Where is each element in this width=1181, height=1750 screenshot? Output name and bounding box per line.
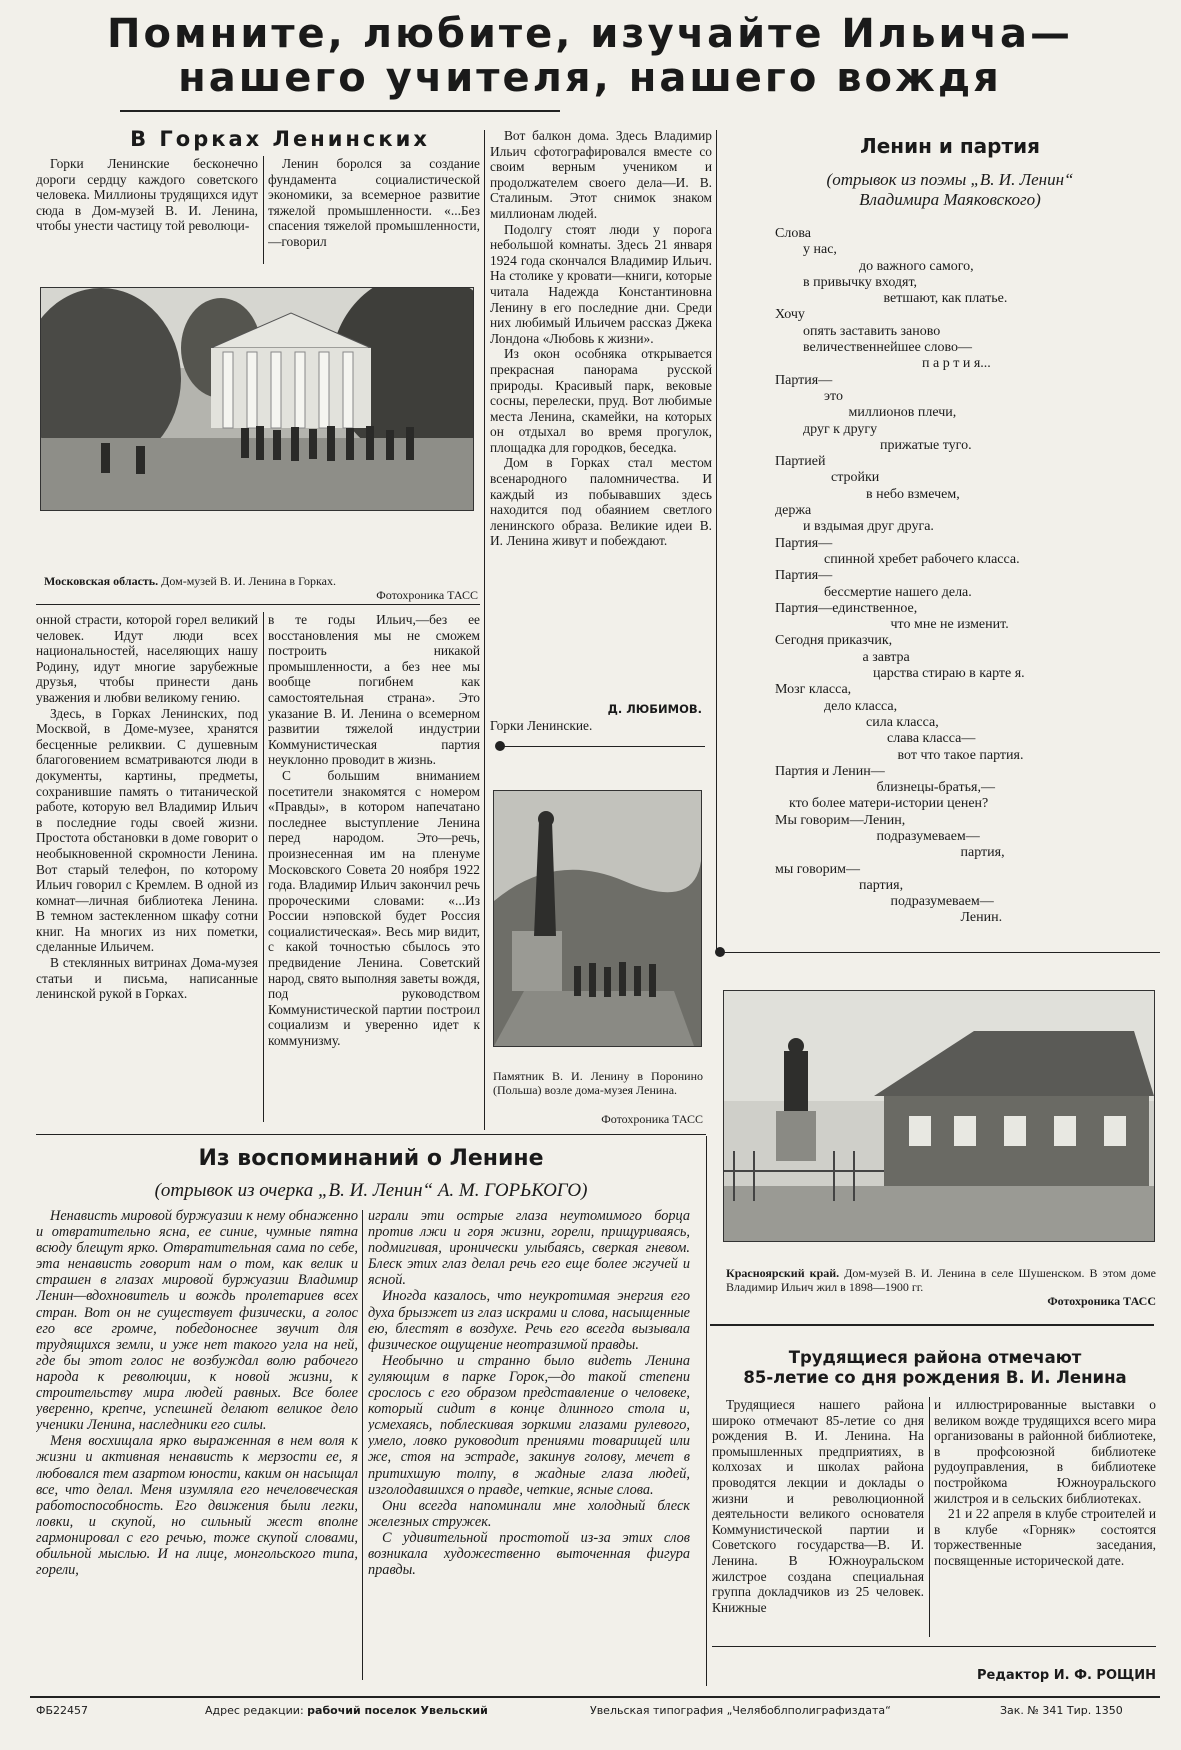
district-col1-text: Трудящиеся нашего района широко отмечают 85-летие со дня рождения В. И. Ленина. На промышленных предприятиях, в колхозах и школах района проводятся лекции и доклады о жизни и революционной деятельности великого основателя Коммунистической партии и Советского государства—В. И. Ленина. В Южноуральском жилстрое создана специальная группа докладчиков из 25 человек. Книжные	[712, 1397, 924, 1615]
col-divider	[716, 130, 717, 950]
gorki-col3-p4: Дом в Горках стал местом всенародного паломничества. И каждый из побывавших здесь находится под обаянием светлого ленинского образа. Великие идеи В. И. Ленина живут и побеждают.	[490, 455, 712, 549]
footer-code: ФБ22457	[36, 1704, 89, 1717]
main-headline	[40, 12, 1140, 100]
shushenskoe-caption	[726, 1266, 1156, 1294]
district-col2-p2: 21 и 22 апреля в клубе строителей и в клубе «Горняк» состоятся торжественные заседания, посвященные исторической дате.	[934, 1506, 1156, 1568]
gorky-title: Из воспоминаний о Ленине	[198, 1146, 544, 1171]
poem-line: Мозг класса,	[775, 682, 852, 698]
monument-illustration	[494, 791, 701, 1046]
poem-line: опять заставить заново	[775, 323, 941, 339]
section-rule	[712, 1646, 1156, 1647]
gorki-col1-top	[36, 156, 258, 264]
poem-line: Ленин.	[775, 910, 1003, 926]
poem-line: стройки	[775, 470, 880, 486]
district-col2	[934, 1397, 1156, 1637]
shushenskoe-caption-region: Красноярский край.	[726, 1266, 840, 1280]
poem-line: мы говорим—	[775, 861, 861, 877]
gorki-col2-top-text: Ленин боролся за создание фундамента социалистической экономики, за всемерное развитие тяжелой промышленности. «...Без спасения тяжелой промышленности,—говорил	[268, 156, 480, 249]
gorki-col1-bottom-p3: В стеклянных витринах Дома-музея статьи и письма, написанные ленинской рукой в Горках.	[36, 955, 258, 1002]
section-rule	[36, 1134, 706, 1135]
footer-order: Зак. № 341 Тир. 1350	[1000, 1704, 1123, 1717]
poem-line: партия,	[775, 877, 904, 893]
section-rule	[36, 604, 480, 605]
footer-rule	[30, 1696, 1160, 1698]
poem-line: миллионов плечи,	[775, 405, 957, 421]
gorki-col3-p2: Подолгу стоят люди у порога небольшой комнаты. Здесь 21 января 1924 года скончался Владимир Ильич. На столике у кровати—книги, которые читала Надежда Константиновна Ленину в его последние дни. Среди них любимый Ильичем рассказ Джека Лондона «Любовь к жизни».	[490, 221, 712, 346]
district-title-line1: Трудящиеся района отмечают	[788, 1348, 1082, 1367]
poem-line: сила класса,	[775, 714, 939, 730]
gorki-col3-p1: Вот балкон дома. Здесь Владимир Ильич сфотографировался вместе со своим верным учеником и продолжателем своего дела—И. В. Сталиным. Этот снимок знаком миллионам людей.	[490, 128, 712, 221]
gorky-col2-p3: Необычно и странно было видеть Ленина гуляющим в парке Горок,—до такой степени срослось с его образом представление о человеке, который сидит в конце длинного стола и, усмехаясь, поблескивая зоркими глазами рулевого, умело, ловко руководит прениями товарищей или же, стоя на эстраде, закинув голову, мечет в притихшую толпу, в жадные глаза людей, изголодавшихся о правде, четкие, ясные слова.	[368, 1352, 690, 1498]
poem-line: у нас,	[775, 242, 837, 258]
poem-line: бессмертие нашего дела.	[775, 584, 972, 600]
shushenskoe-credit: Фотохроника ТАСС	[1047, 1294, 1156, 1308]
gorki-caption-text: Дом-музей В. И. Ленина в Горках.	[161, 574, 336, 588]
district-col1	[712, 1397, 924, 1637]
poem-line: слава класса—	[775, 731, 976, 747]
poem-line: друг к другу	[775, 421, 878, 437]
gorky-col2-p2: Иногда казалось, что неукротимая энергия его духа брызжет из глаз искрами и слова, насыщенные ею, блестят в воздухе. Речь его всегда вызывала физическое ощущение неотразимой правды.	[368, 1288, 690, 1353]
col-divider	[484, 130, 485, 1130]
gorki-caption-region: Московская область.	[44, 574, 159, 588]
gorki-col1-bottom-p1: онной страсти, которой горел великий человек. Идут люди всех национальностей, населяющих нашу Родину, идут многие зарубежные друзья, чтобы принести дань уважения и любви великому гению.	[36, 612, 258, 705]
col-divider	[929, 1397, 930, 1637]
poem-line: а завтра	[775, 649, 910, 665]
footer-address-value: рабочий поселок Увельский	[307, 1704, 488, 1717]
poem-line: царства стираю в карте я.	[775, 666, 1025, 682]
poem-line: прижатые туго.	[775, 437, 972, 453]
monument-credit: Фотохроника ТАСС	[601, 1112, 703, 1126]
poem-line: до важного самого,	[775, 258, 974, 274]
poem-line: дело класса,	[775, 698, 898, 714]
poem-line: Партией	[775, 454, 826, 470]
monument-photo	[493, 790, 702, 1047]
gorki-place: Горки Ленинские.	[490, 718, 593, 733]
poem-line: вот что такое партия.	[775, 747, 1024, 763]
gorky-col1	[36, 1208, 358, 1682]
headline-rule	[120, 110, 560, 112]
gorky-subtitle: (отрывок из очерка „В. И. Ленин“ А. М. ГОРЬКОГО)	[154, 1180, 588, 1201]
gorki-col2-bottom-p2: С большим вниманием посетители знакомятся с номером «Правды», в котором напечатано последнее выступление Ленина перед народом. Это—речь, произнесенная им на пленуме Московского Совета 20 ноября 1922 года. Владимир Ильич закончил речь пророческими словами: «...Из России нэповской будет Россия социалистическая». Весь мир видит, с какой точностью сбылось это предвидение Ленина. Советский народ, свято выполняя заветы вождя, под руководством Коммунистической партии построил социализм и уверенно идет к коммунизму.	[268, 767, 480, 1049]
gorki-col3-p3: Из окон особняка открывается прекрасная панорама русской природы. Красивый парк, вековые сосны, перелески, пруд. Вот любимые места Ленина, скамейки, на которых он отдыхал во время прогулок, площадка для городков, беседка.	[490, 346, 712, 455]
gorki-author: Д. ЛЮБИМОВ.	[607, 702, 702, 716]
gorky-col2	[368, 1208, 690, 1682]
monument-caption: Памятник В. И. Ленину в Поронино (Польша) возле дома-музея Ленина.	[493, 1069, 703, 1097]
col-divider	[263, 156, 264, 264]
shushenskoe-illustration	[724, 991, 1154, 1241]
poem-line: ветшают, как платье.	[775, 291, 1008, 307]
district-title-line2: 85-летие со дня рождения В. И. Ленина	[743, 1368, 1127, 1387]
section-rule	[710, 1324, 1154, 1326]
gorki-house-photo	[40, 287, 474, 511]
gorki-col2-bottom-p1: в те годы Ильич,—без ее восстановления мы не сможем построить никакой промышленности, а без нее мы вообще погибнем как самостоятельная страна». Это указание В. И. Ленина о всемерном развитии тяжелой индустрии Коммунистическая партия неуклонно проводит в жизнь.	[268, 612, 480, 768]
editor-credit: Редактор И. Ф. РОЩИН	[976, 1668, 1156, 1683]
poem-line: это	[775, 388, 843, 404]
poem-line: Мы говорим—Ленин,	[775, 812, 906, 828]
gorki-photo-caption	[44, 574, 476, 588]
gorki-title: В Горках Ленинских	[130, 127, 430, 151]
poem-line: в небо взмечем,	[775, 486, 960, 502]
headline-line-2: нашего учителя, нашего вождя	[178, 55, 1002, 101]
shushenskoe-caption-text: Дом-музей В. И. Ленина в селе Шушенском. В этом доме Владимир Ильич жил в 1898—1900 гг.	[726, 1266, 1157, 1294]
footer-printer: Увельская типография „Челябоблполиграфиздата“	[590, 1704, 891, 1717]
gorki-col2-bottom	[268, 612, 480, 1126]
district-col2-p1: и иллюстрированные выставки о великом вожде трудящихся всего мира организованы в районной библиотеке, в профсоюзной библиотеке рудоуправления, в библиотеке постройкома Южноуральского жилстроя и в сельских библиотеках.	[934, 1397, 1156, 1506]
district-title	[710, 1348, 1160, 1388]
poem-title: Ленин и партия	[860, 134, 1040, 158]
gorki-col1-top-text: Горки Ленинские бесконечно дороги сердцу каждого советского человека. Миллионы трудящихся идут сюда в Дом-музей В. И. Ленина, чтобы унести частицу той революци-	[36, 156, 258, 234]
bullet-ornament	[495, 741, 505, 751]
col-divider	[362, 1210, 363, 1680]
col-divider	[263, 612, 264, 1122]
gorki-col1-bottom-p2: Здесь, в Горках Ленинских, под Москвой, в Доме-музее, хранятся бесценные реликвии. С душевным благоговением всматриваются люди в документы, картины, предметы, сохранившие память о титанической работе, которую вел Владимир Ильич в последние годы своей жизни. Простота обстановки в доме говорит о необыкновенной скромности Ленина. Вот старый телефон, по которому Ильич говорил с Кремлем. В одной из комнат—личная библиотека Ленина. В темном застекленном шкафу сотни книг. На многих из них пометки, сделанные Ильичем.	[36, 705, 258, 955]
gorky-col2-p5: С удивительной простотой из-за этих слов возникала художественно выточенная фигура правды.	[368, 1529, 690, 1579]
footer-address-label: Адрес редакции:	[205, 1704, 304, 1717]
poem-line: кто более матери-истории ценен?	[775, 796, 989, 812]
gorky-col1-p1: Ненависть мировой буржуазии к нему обнаженно и отвратительно ясна, ее синие, чумные пятна всюду блещут ярко. Отвратительная сама по себе, эта ненависть говорит нам о том, как велик и страшен в глазах мировой буржуазии Владимир Ленин—вдохновитель и вождь пролетариев всех стран. Вот он не существует физически, а голос его все громче, победоноснее звучит для трудящихся земли, и уже нет такого угла на ней, где бы этот голос не возбуждал волю рабочего народа к революции, к новой жизни, к строительству мира людей равных. Все более уверенно, крепче, успешней делают великое дело ученики Ленина, наследники его силы.	[36, 1208, 358, 1434]
poem-subtitle	[740, 170, 1160, 210]
poem-line: близнецы-братья,—	[775, 780, 995, 796]
poem-line: Партия—	[775, 535, 833, 551]
bullet-ornament	[715, 947, 725, 957]
section-rule	[720, 952, 1160, 953]
gorki-col1-bottom	[36, 612, 258, 1126]
section-rule	[500, 746, 705, 747]
gorki-col3	[490, 128, 712, 738]
gorky-col2-p1: играли эти острые глаза неутомимого борца против лжи и горя жизни, горели, прищуриваясь, подмигивая, иронически улыбаясь, сверкая гневом. Блеск этих глаз делал речь его еще более жгучей и ясной.	[368, 1208, 690, 1289]
shushenskoe-photo	[723, 990, 1155, 1242]
headline-line-1: Помните, любите, изучайте Ильича—	[107, 11, 1073, 57]
poem-line: п а р т и я...	[775, 356, 991, 372]
poem-line: Партия—	[775, 372, 833, 388]
poem-subtitle-line1: (отрывок из поэмы „В. И. Ленин“	[826, 170, 1074, 189]
poem-line: Партия—	[775, 568, 833, 584]
poem-line: Партия—единственное,	[775, 600, 918, 616]
poem-line: в привычку входят,	[775, 274, 918, 290]
poem-line: что мне не изменит.	[775, 617, 1009, 633]
poem-line: спинной хребет рабочего класса.	[775, 551, 1020, 567]
gorki-photo-credit: Фотохроника ТАСС	[376, 588, 478, 602]
poem-line: подразумеваем—	[775, 828, 980, 844]
poem-line: Хочу	[775, 307, 805, 323]
poem-line: Партия и Ленин—	[775, 763, 885, 779]
poem-line: держа	[775, 503, 812, 519]
gorky-col1-p2: Меня восхищала ярко выраженная в нем воля к жизни и активная ненависть к мерзости ее, я любовался тем азартом юности, каким он насыщал все, что делал. Меня изумляла его нечеловеческая работоспособность. Его движения были легки, ловки, и скупой, но сильный жест вполне гармонировал с его речью, тоже скупой словами, обильной мыслью. И на лице, монгольского типа, горели,	[36, 1433, 358, 1579]
footer-address	[205, 1704, 488, 1717]
col-divider	[706, 1136, 707, 1686]
poem-line: Слова	[775, 226, 811, 241]
poem-line: Сегодня приказчик,	[775, 633, 893, 649]
gorky-col2-p4: Они всегда напоминали мне холодный блеск железных стружек.	[368, 1497, 690, 1530]
poem-body	[775, 226, 1165, 927]
poem-line: подразумеваем—	[775, 894, 994, 910]
gorki-house-illustration	[41, 288, 473, 510]
poem-subtitle-line2: Владимира Маяковского)	[859, 190, 1041, 209]
gorki-col2-top	[268, 156, 480, 264]
poem-line: и вздымая друг друга.	[775, 519, 934, 535]
poem-line: величественнейшее слово—	[775, 340, 973, 356]
poem-line: партия,	[775, 845, 1005, 861]
